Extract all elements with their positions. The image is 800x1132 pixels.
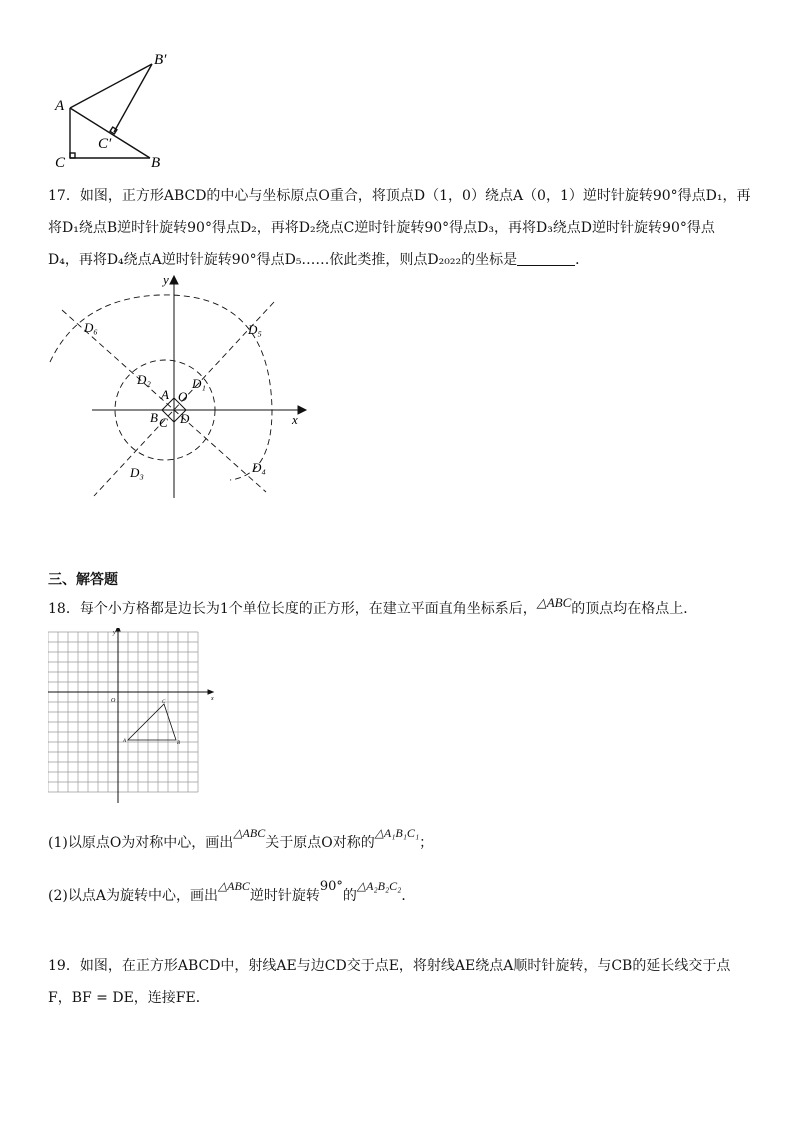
q17-line3-text: D₄，再将D₄绕点A逆时针旋转90°得点D₅……依此类推，则点D₂₀₂₂的坐标是 (48, 252, 518, 268)
q17-line-2: 将D₁绕点B逆时针旋转90°得点D₂，再将D₂绕点C逆时针旋转90°得点D₃，再将D₃绕点D逆时针旋转90°得点 (48, 220, 715, 236)
label-y: y (163, 272, 169, 287)
q18-part1-tri: △ABC (233, 826, 266, 840)
label-D2: D₂ (137, 372, 151, 387)
q17-line3-end: ． (575, 252, 590, 268)
grid-label-A: A (123, 739, 127, 744)
grid-label-O: O (111, 698, 116, 704)
q18-part2-post: ． (401, 888, 416, 904)
grid-y-axis-arrow (116, 628, 120, 631)
label-D3: D₃ (130, 465, 144, 480)
label-D1: D₁ (192, 376, 206, 391)
q18-part2-tri2: △A₂B₂C₂ (356, 879, 402, 893)
q18-triangle: △ABC (536, 595, 572, 610)
q18-part-2 (48, 880, 760, 913)
label-B-prime: B′ (154, 52, 167, 68)
grid-label-y: y (113, 630, 116, 636)
label-C: C (159, 415, 168, 430)
q18-part1-pre: (1)以原点O为对称中心，画出 (48, 835, 234, 851)
q17-line1-text: 如图，正方形ABCD的中心与坐标原点O重合，将顶点D（1，0）绕点A（0，1）逆时针旋转90°得点D₁，再 (79, 188, 751, 204)
grid-x-axis-arrow (208, 690, 213, 694)
question-17 (48, 180, 760, 276)
q18-part2-angle: 90° (319, 879, 343, 894)
label-C: C (55, 155, 66, 171)
figure-rotating-points (40, 270, 320, 505)
q19-line-1 (48, 950, 760, 982)
grid-label-C: C (162, 700, 166, 705)
q18-part2-mid2: 的 (342, 888, 357, 904)
label-D5: D₅ (248, 322, 262, 337)
q18-part1-tri2: △A₁B₁C₁ (374, 826, 420, 840)
label-C-prime: C′ (98, 136, 112, 152)
q17-number: 17． (48, 188, 80, 204)
question-18 (48, 593, 760, 625)
coordinate-grid (48, 628, 218, 808)
label-B: B (150, 410, 158, 425)
y-axis-arrow (170, 276, 178, 284)
figure-triangle-rotation (40, 40, 200, 180)
q19-line1-text: 如图，在正方形ABCD中，射线AE与边CD交于点E，将射线AE绕点A顺时针旋转，与CB的延长线交于点 (79, 958, 731, 974)
q17-line-1 (48, 180, 760, 212)
q18-part-1 (48, 827, 760, 859)
label-D4: D₄ (252, 460, 266, 475)
q18-part2-pre: (2)以点A为旋转中心，画出 (48, 888, 218, 904)
label-x: x (292, 412, 298, 427)
q18-part2-tri: △ABC (217, 879, 250, 893)
grid-label-x: x (211, 696, 214, 702)
q18-text-pre: 每个小方格都是边长为1个单位长度的正方形，在建立平面直角坐标系后， (79, 601, 537, 617)
right-angle-mark-C (70, 153, 75, 158)
q19-line-2: F，BF = DE，连接FE． (48, 990, 210, 1006)
section-heading: 三、解答题 (48, 572, 118, 588)
q18-part1-post: ； (419, 835, 434, 851)
q18-part1-mid: 关于原点O对称的 (265, 835, 375, 851)
grid-lines (48, 632, 198, 792)
label-O: O (178, 389, 188, 404)
label-A: A (161, 387, 169, 402)
answer-blank[interactable] (517, 251, 575, 266)
grid-label-B: B (177, 741, 181, 746)
label-B: B (151, 155, 161, 171)
q18-text-post: 的顶点均在格点上． (571, 601, 698, 617)
label-D6: D₆ (84, 320, 98, 335)
q18-number: 18． (48, 601, 80, 617)
x-axis-arrow (298, 406, 306, 414)
question-19 (48, 950, 760, 1014)
label-A: A (55, 98, 65, 114)
label-D: D (180, 411, 190, 426)
q19-number: 19． (48, 958, 80, 974)
q18-part2-mid: 逆时针旋转 (249, 888, 320, 904)
